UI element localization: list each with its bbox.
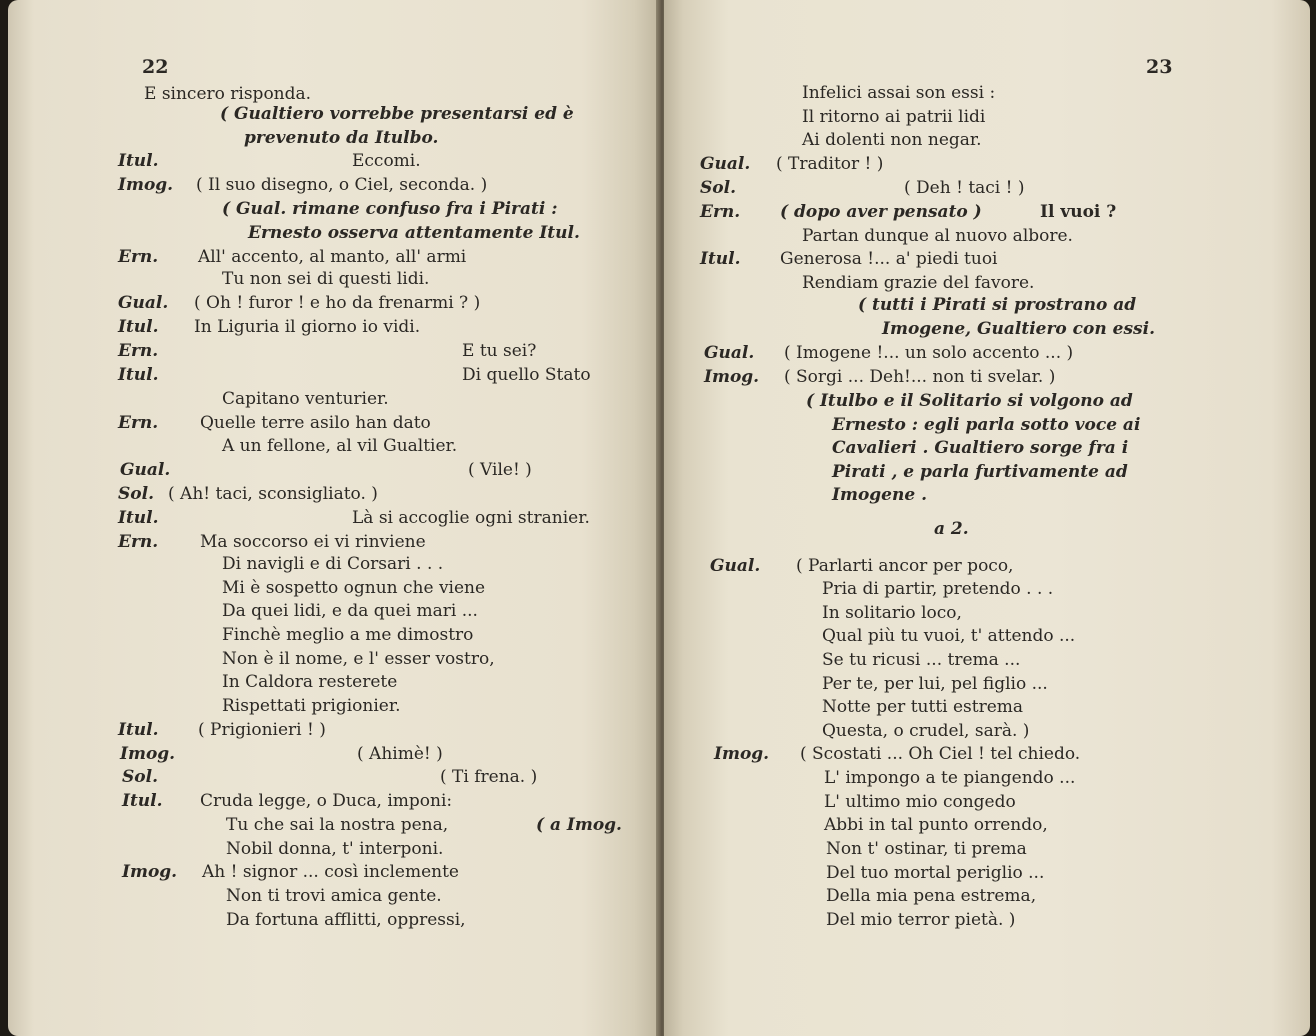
speaker-label: Ern.: [118, 341, 159, 361]
verse-line: Non t' ostinar, ti prema: [826, 839, 1027, 859]
verse-line: Generosa !... a' piedi tuoi: [780, 249, 998, 269]
verse-line: Infelici assai son essi :: [802, 83, 996, 103]
verse-line: Se tu ricusi ... trema ...: [822, 650, 1021, 670]
verse-line: Ai dolenti non negar.: [802, 130, 982, 150]
verse-line: ( Ahimè! ): [357, 744, 443, 764]
speaker-label: Imog.: [714, 744, 770, 764]
verse-line: Per te, per lui, pel figlio ...: [822, 674, 1048, 694]
page-number: 22: [142, 56, 169, 78]
verse-line: Nobil donna, t' interponi.: [226, 839, 444, 859]
verse-line: Non ti trovi amica gente.: [226, 886, 442, 906]
section-heading: a 2.: [934, 519, 969, 539]
stage-direction: ( tutti i Pirati si prostrano ad: [858, 295, 1137, 315]
verse-line: ( Scostati ... Oh Ciel ! tel chiedo.: [800, 744, 1081, 764]
stage-direction: Imogene, Gualtiero con essi.: [882, 319, 1155, 339]
verse-line: E sincero risponda.: [144, 84, 312, 104]
stage-direction: ( dopo aver pensato ): [780, 202, 982, 222]
verse-line: Eccomi.: [352, 151, 421, 171]
verse-line: Qual più tu vuoi, t' attendo ...: [822, 626, 1076, 646]
verse-line: ( Deh ! taci ! ): [904, 178, 1025, 198]
verse-line: ( Imogene !... un solo accento ... ): [784, 343, 1074, 363]
verse-line: Finchè meglio a me dimostro: [222, 625, 474, 645]
verse-line: Là si accoglie ogni stranier.: [352, 508, 590, 528]
stage-direction: Ernesto osserva attentamente Itul.: [248, 223, 580, 243]
speaker-label: Itul.: [118, 508, 159, 528]
verse-line: ( Il suo disegno, o Ciel, seconda. ): [196, 175, 488, 195]
stage-direction: Cavalieri . Gualtiero sorge fra i: [832, 438, 1129, 458]
stage-aside: ( a Imog.: [536, 815, 622, 835]
verse-line: ( Parlarti ancor per poco,: [796, 556, 1014, 576]
stage-direction: ( Itulbo e il Solitario si volgono ad: [806, 391, 1133, 411]
speaker-label: Gual.: [704, 343, 755, 363]
speaker-label: Sol.: [700, 178, 736, 198]
speaker-label: Imog.: [704, 367, 760, 387]
speaker-label: Sol.: [122, 767, 158, 787]
verse-line: Non è il nome, e l' esser vostro,: [222, 649, 495, 669]
verse-line: L' ultimo mio congedo: [824, 792, 1016, 812]
page-number: 23: [1146, 56, 1173, 78]
stage-direction: ( Gual. rimane confuso fra i Pirati :: [222, 199, 558, 219]
verse-line: Il ritorno ai patrii lidi: [802, 107, 986, 127]
verse-line: ( Ti frena. ): [440, 767, 538, 787]
verse-line: In Caldora resterete: [222, 672, 398, 692]
verse-line: ( Sorgi ... Deh!... non ti svelar. ): [784, 367, 1056, 387]
verse-line: Ah ! signor ... così inclemente: [202, 862, 459, 882]
verse-line: A un fellone, al vil Gualtier.: [222, 436, 458, 456]
speaker-label: Imog.: [118, 175, 174, 195]
speaker-label: Imog.: [120, 744, 176, 764]
verse-line: Di navigli e di Corsari . . .: [222, 554, 444, 574]
stage-direction: Pirati , e parla furtivamente ad: [832, 462, 1128, 482]
speaker-label: Itul.: [118, 151, 159, 171]
verse-line: Mi è sospetto ognun che viene: [222, 578, 486, 598]
speaker-label: Gual.: [120, 460, 171, 480]
speaker-label: Itul.: [118, 720, 159, 740]
verse-line: ( Prigionieri ! ): [198, 720, 326, 740]
verse-line: Da quei lidi, e da quei mari ...: [222, 601, 478, 621]
verse-line: Della mia pena estrema,: [826, 886, 1037, 906]
verse-line: Ma soccorso ei vi rinviene: [200, 532, 426, 552]
stage-direction: Ernesto : egli parla sotto voce ai: [832, 415, 1141, 435]
verse-line: Rendiam grazie del favore.: [802, 273, 1035, 293]
speaker-label: Sol.: [118, 484, 154, 504]
verse-line: ( Oh ! furor ! e ho da frenarmi ? ): [194, 293, 481, 313]
speaker-label: Gual.: [118, 293, 169, 313]
speaker-label: Itul.: [118, 317, 159, 337]
verse-line: Del tuo mortal periglio ...: [826, 863, 1045, 883]
verse-line: All' accento, al manto, all' armi: [198, 247, 467, 267]
speaker-label: Ern.: [700, 202, 741, 222]
verse-line: Quelle terre asilo han dato: [200, 413, 431, 433]
verse-line: ( Vile! ): [468, 460, 532, 480]
speaker-label: Ern.: [118, 532, 159, 552]
speaker-label: Gual.: [710, 556, 761, 576]
verse-line: Pria di partir, pretendo . . .: [822, 579, 1054, 599]
verse-line: ( Traditor ! ): [776, 154, 884, 174]
verse-line: In solitario loco,: [822, 603, 962, 623]
verse-line: L' impongo a te piangendo ...: [824, 768, 1076, 788]
verse-line: Cruda legge, o Duca, imponi:: [200, 791, 453, 811]
verse-line: Del mio terror pietà. ): [826, 910, 1016, 930]
speaker-label: Itul.: [122, 791, 163, 811]
verse-line: Questa, o crudel, sarà. ): [822, 721, 1030, 741]
verse-line: E tu sei?: [462, 341, 537, 361]
left-page: [8, 0, 660, 1036]
right-page: [664, 0, 1310, 1036]
verse-line: Notte per tutti estrema: [822, 697, 1024, 717]
speaker-label: Itul.: [118, 365, 159, 385]
verse-line: Partan dunque al nuovo albore.: [802, 226, 1073, 246]
verse-line: ( Ah! taci, sconsigliato. ): [168, 484, 378, 504]
speaker-label: Ern.: [118, 247, 159, 267]
stage-direction: prevenuto da Itulbo.: [244, 128, 439, 148]
stage-direction: Imogene .: [832, 485, 927, 505]
verse-line: In Liguria il giorno io vidi.: [194, 317, 421, 337]
speaker-label: Itul.: [700, 249, 741, 269]
speaker-label: Imog.: [122, 862, 178, 882]
verse-line: Capitano venturier.: [222, 389, 389, 409]
verse-line-continuation: Il vuoi ?: [1040, 202, 1117, 222]
verse-line: Abbi in tal punto orrendo,: [824, 815, 1048, 835]
speaker-label: Ern.: [118, 413, 159, 433]
stage-direction: ( Gualtiero vorrebbe presentarsi ed è: [220, 104, 574, 124]
verse-line: Di quello Stato: [462, 365, 591, 385]
speaker-label: Gual.: [700, 154, 751, 174]
verse-line: Da fortuna afflitti, oppressi,: [226, 910, 466, 930]
verse-line: Tu che sai la nostra pena,: [226, 815, 449, 835]
verse-line: Rispettati prigionier.: [222, 696, 401, 716]
verse-line: Tu non sei di questi lidi.: [222, 269, 430, 289]
